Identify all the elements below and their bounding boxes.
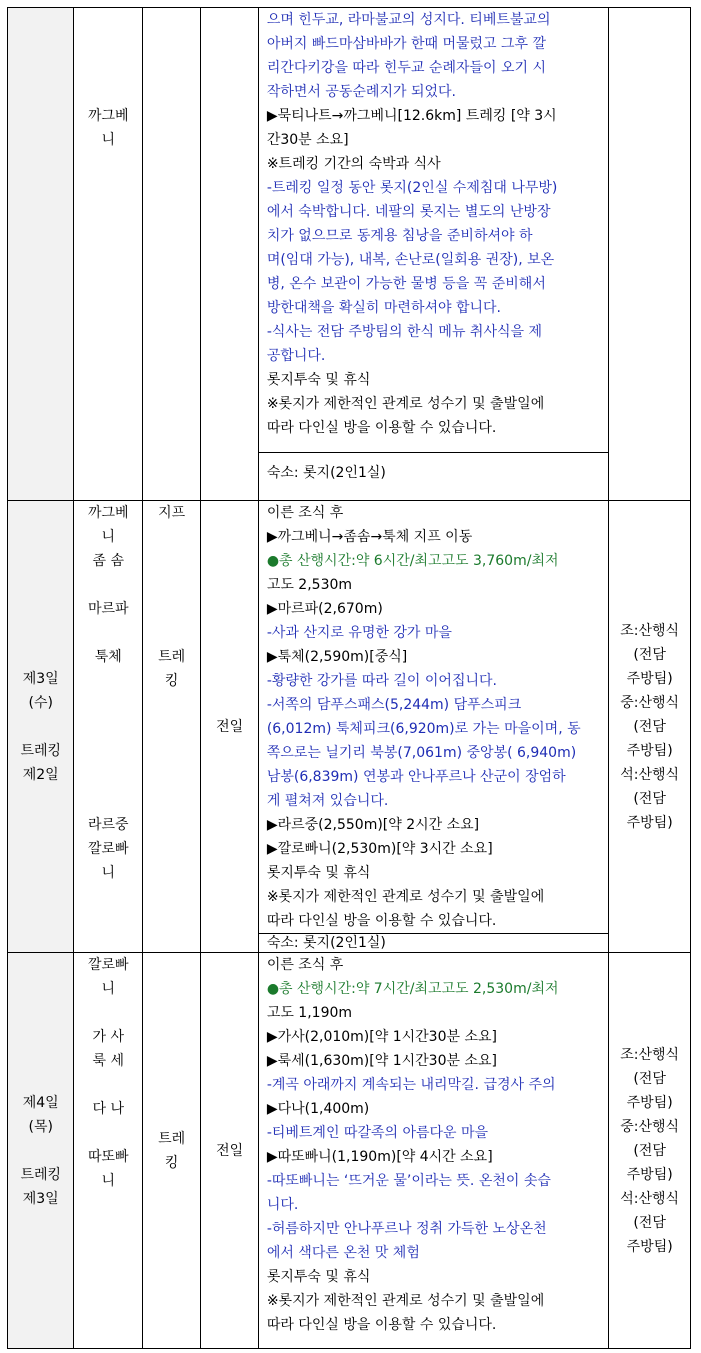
- description-line: ※롯지가 제한적인 관계로 성수기 및 출발일에: [266, 889, 545, 905]
- description-lines: [267, 953, 603, 1337]
- description-line: 니다.: [266, 1197, 299, 1213]
- description-cell: [258, 953, 609, 1349]
- place-line: [74, 741, 142, 765]
- description-cell: [258, 501, 609, 953]
- itinerary-table: [7, 7, 691, 1349]
- meal-line: (전담: [633, 1142, 666, 1159]
- description-line: -서쪽의 담푸스패스(5,244m) 담푸스피크: [266, 697, 522, 713]
- lodging-text: 숙소: 롯지(2인1실): [266, 935, 386, 951]
- description-line: 에서 숙박합니다. 네팔의 롯지는 별도의 난방장: [266, 204, 551, 220]
- place-line: 툭체: [94, 649, 122, 665]
- description-line: 병, 온수 보관이 가능한 물병 등을 꼭 준비해서: [266, 276, 546, 292]
- place-list: [74, 501, 142, 885]
- meal-line: (전담: [633, 646, 666, 663]
- duration-cell: [201, 501, 258, 953]
- day-label-line: 트레킹: [20, 1166, 62, 1183]
- place-line: 니: [101, 529, 115, 545]
- itinerary-row-day3: [8, 501, 691, 953]
- description-line: -황량한 강가를 따라 길이 이어집니다.: [266, 673, 497, 689]
- itinerary-row-day2: [8, 8, 691, 501]
- meal-line: 주방팀): [626, 742, 673, 759]
- description-line: 공합니다.: [266, 348, 326, 364]
- description-line: ※롯지가 제한적인 관계로 성수기 및 출발일에: [266, 1293, 545, 1309]
- meal-list: [609, 1043, 690, 1259]
- description-line: -티베트계인 따갈족의 아름다운 마을: [266, 1125, 489, 1141]
- day-label-line: 제4일: [22, 1094, 59, 1111]
- place-line: 좀 솜: [92, 553, 124, 569]
- description-line: -따또빠니는 ‘뜨거운 물’이라는 뜻. 온천이 솟습: [266, 1173, 551, 1189]
- description-line: 간30분 소요]: [266, 132, 349, 148]
- place-list: [74, 953, 142, 1193]
- day-label-cell: [8, 501, 74, 953]
- place-line: [74, 765, 142, 789]
- description-line: ▶까그베니→좀솜→툭체 지프 이동: [266, 529, 473, 545]
- description-cell: [258, 8, 609, 501]
- meal-cell: [609, 953, 691, 1349]
- transport-cell: [142, 953, 200, 1349]
- transport-line: 킹: [164, 1154, 179, 1171]
- place-line: 다 나: [92, 1101, 124, 1117]
- description-line: 치가 없으므로 동계용 침낭을 준비하셔야 하: [266, 228, 533, 244]
- description-line: -계곡 아래까지 계속되는 내리막길. 급경사 주의: [266, 1077, 556, 1093]
- description-line: 아버지 빠드마삼바바가 한때 머물렀고 그후 깔: [266, 36, 547, 52]
- transport-cell: [142, 8, 200, 501]
- itinerary-row-day4: [8, 953, 691, 1349]
- description-line: 고도 2,530m: [266, 577, 353, 593]
- meal-line: (전담: [633, 790, 666, 807]
- place-line: 까그베: [87, 108, 129, 124]
- place-line: [74, 1073, 142, 1097]
- day-label-line: 트레킹: [20, 742, 62, 759]
- day-label-line: 제3일: [22, 670, 59, 687]
- place-line: 깔로빠: [87, 841, 129, 857]
- meal-line: 석:산행식: [620, 1190, 680, 1207]
- description-line: 리간다키강을 따라 힌두교 순례자들이 오기 시: [266, 60, 547, 76]
- transport-line: 킹: [164, 673, 179, 689]
- duration-cell: [201, 8, 258, 501]
- description-line: ▶다나(1,400m): [266, 1101, 370, 1117]
- description-line: 롯지투숙 및 휴식: [266, 1269, 371, 1285]
- duration-text: 전일: [216, 718, 244, 735]
- duration-cell: [201, 953, 258, 1349]
- day-label: [8, 1091, 73, 1211]
- day-label-line: (목): [28, 1118, 53, 1135]
- place-line: [74, 573, 142, 597]
- meal-line: 주방팀): [626, 814, 673, 831]
- description-line: (6,012m) 툭체피크(6,920m)로 가는 마을이며, 동: [266, 721, 581, 737]
- place-line: [74, 669, 142, 693]
- transport-line: 트레: [158, 649, 186, 665]
- place-line: 까그베: [87, 505, 129, 521]
- description-line: 고도 1,190m: [266, 1005, 353, 1021]
- description-line: 게 펼쳐져 있습니다.: [266, 793, 389, 809]
- meal-line: 중:산행식: [620, 694, 680, 711]
- meal-line: 주방팀): [626, 670, 673, 687]
- transport-jeep: 지프: [158, 505, 186, 521]
- place-line: 깔로빠: [87, 957, 129, 973]
- lodging: [259, 452, 609, 493]
- place-line: [74, 693, 142, 717]
- meal-line: 석:산행식: [620, 766, 680, 783]
- meal-line: (전담: [633, 1070, 666, 1087]
- place-line: 라르중: [87, 817, 129, 833]
- description-line: ▶룩세(1,630m)[약 1시간30분 소요]: [266, 1053, 497, 1069]
- place-cell: [74, 501, 143, 953]
- description-line: ▶깔로빠니(2,530m)[약 3시간 소요]: [266, 841, 493, 857]
- description-line: 작하면서 공동순례지가 되었다.: [266, 84, 456, 100]
- place-line: 가 사: [92, 1029, 124, 1045]
- day-label-line: [8, 715, 73, 739]
- description-lines: [267, 8, 603, 440]
- description-line: ●총 산행시간:약 6시간/최고고도 3,760m/최저: [266, 553, 559, 569]
- meal-cell: [609, 501, 691, 953]
- place-line: [74, 1001, 142, 1025]
- transport-cell: [142, 501, 200, 953]
- place-line: 니: [101, 865, 115, 881]
- lodging-text: 숙소: 롯지(2인1실): [266, 465, 386, 481]
- meal-line: 주방팀): [626, 1094, 673, 1111]
- place-line: [74, 621, 142, 645]
- meal-line: 주방팀): [626, 1166, 673, 1183]
- place-line: 마르파: [87, 601, 129, 617]
- description-line: 이른 조식 후: [266, 957, 344, 973]
- description-line: 롯지투숙 및 휴식: [266, 865, 371, 881]
- meal-line: (전담: [633, 718, 666, 735]
- place-line: 니: [101, 1173, 115, 1189]
- place-line: [74, 789, 142, 813]
- description-line: ※롯지가 제한적인 관계로 성수기 및 출발일에: [266, 396, 545, 412]
- description-line: -트레킹 일정 동안 롯지(2인실 수제침대 나무방): [266, 180, 558, 196]
- description-line: ▶마르파(2,670m): [266, 601, 383, 617]
- description-line: -식사는 전담 주방팀의 한식 메뉴 취사식을 제: [266, 324, 542, 340]
- place-cell: [74, 8, 143, 501]
- description-line: -사과 산지로 유명한 강가 마을: [266, 625, 452, 641]
- description-line: 롯지투숙 및 휴식: [266, 372, 371, 388]
- place-line: 따또빠: [87, 1149, 129, 1165]
- place-line: 니: [101, 981, 115, 997]
- day-label-line: [8, 1139, 73, 1163]
- meal-cell: [609, 8, 691, 501]
- meal-line: 조:산행식: [620, 1046, 680, 1063]
- description-line: 남봉(6,839m) 연봉과 안나푸르나 산군이 장엄하: [266, 769, 566, 785]
- description-line: 으며 힌두교, 라마불교의 성지다. 티베트불교의: [266, 12, 551, 28]
- description-line: 따라 다인실 방을 이용할 수 있습니다.: [266, 1317, 497, 1333]
- description-line: 따라 다인실 방을 이용할 수 있습니다.: [266, 913, 497, 929]
- day-label: [8, 667, 73, 787]
- meal-line: 주방팀): [626, 1238, 673, 1255]
- place-line: [74, 1121, 142, 1145]
- day-cell: [8, 8, 74, 501]
- day-label-line: (수): [28, 694, 53, 711]
- place-line: [74, 717, 142, 741]
- description-line: 며(임대 가능), 내복, 손난로(일회용 권장), 보온: [266, 252, 555, 268]
- meal-line: 중:산행식: [620, 1118, 680, 1135]
- place-cell: [74, 953, 143, 1349]
- description-line: ▶라르중(2,550m)[약 2시간 소요]: [266, 817, 480, 833]
- description-line: ▶따또빠니(1,190m)[약 4시간 소요]: [266, 1149, 493, 1165]
- description-line: 이른 조식 후: [266, 505, 344, 521]
- place-line: 룩 세: [92, 1053, 124, 1069]
- description-line: ▶가사(2,010m)[약 1시간30분 소요]: [266, 1029, 497, 1045]
- description-line: 방한대책을 확실히 마련하셔야 합니다.: [266, 300, 501, 316]
- day-label-line: 제2일: [22, 766, 59, 783]
- transport-line: 트레: [158, 1130, 186, 1147]
- meal-line: 조:산행식: [620, 622, 680, 639]
- description-line: ▶툭체(2,590m)[중식]: [266, 649, 408, 665]
- description-line: 에서 색다른 온천 맛 체험: [266, 1245, 420, 1261]
- description-line: ●총 산행시간:약 7시간/최고고도 2,530m/최저: [266, 981, 559, 997]
- lodging: [259, 933, 609, 952]
- meal-list: [609, 619, 690, 835]
- duration-text: 전일: [216, 1142, 244, 1159]
- description-line: ※트레킹 기간의 숙박과 식사: [266, 156, 441, 172]
- description-line: 쪽으로는 닐기리 북봉(7,061m) 중앙봉( 6,940m): [266, 745, 577, 761]
- day-label-line: 제3일: [22, 1190, 59, 1207]
- meal-line: (전담: [633, 1214, 666, 1231]
- description-line: -허름하지만 안나푸르나 정취 가득한 노상온천: [266, 1221, 547, 1237]
- day-label-cell: [8, 953, 74, 1349]
- description-line: 따라 다인실 방을 이용할 수 있습니다.: [266, 420, 497, 436]
- place-line: 니: [101, 132, 115, 148]
- description-lines: [267, 501, 603, 933]
- description-line: ▶묵티나트→까그베니[12.6km] 트레킹 [약 3시: [266, 108, 557, 124]
